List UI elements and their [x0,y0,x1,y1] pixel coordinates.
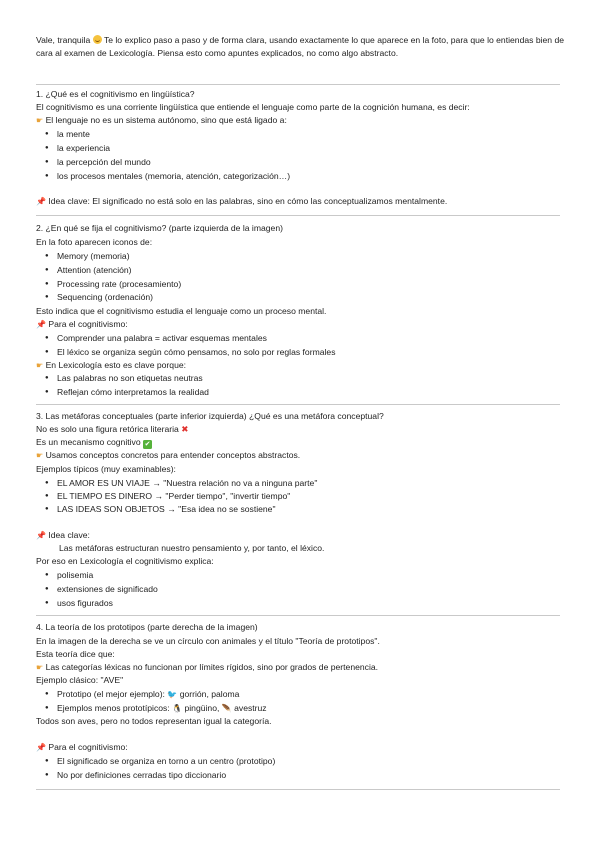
s4-paragraph: ☛ Las categorías léxicas no funcionan por límites rígidos, sino por grados de pertenencia. [36,662,379,672]
list-item: ● polisemia [57,570,93,581]
check-mark-icon: ✔ [144,441,151,448]
pointing-hand-icon: ☛ [36,451,44,460]
section-divider [36,789,560,790]
section-divider [36,615,560,616]
section-4-title: 4. La teoría de los prototipos (parte derecha de la imagen) [36,622,258,632]
list-item: ● Comprender una palabra = activar esquemas mentales [57,333,267,344]
list-item: ● El significado se organiza en torno a un centro (prototipo) [57,756,275,767]
list-item: ● usos figurados [57,598,113,609]
bird-icon: 🐦 [167,690,178,699]
list-item: ● EL TIEMPO ES DINERO → "Perder tiempo", "invertir tiempo" [57,491,290,502]
key-idea: 📌 Idea clave: El significado no está solo en las palabras, sino en cómo las conceptualizamos mentalmente. [36,196,448,206]
list-item: ● Ejemplos menos prototípicos: 🐧 pingüino, 🪶 avestruz [57,703,267,714]
s2-paragraph: 📌 Para el cognitivismo: [36,319,128,329]
pointing-hand-icon: ☛ [36,663,44,672]
list-item: ● extensiones de significado [57,584,158,595]
s3-paragraph: Es un mecanismo cognitivo ✔ [36,437,151,448]
section-3-title: 3. Las metáforas conceptuales (parte inferior izquierda) ¿Qué es una metáfora conceptual? [36,411,384,421]
ostrich-icon: 🪶 [221,704,232,713]
list-item: ● los procesos mentales (memoria, atención, categorización…) [57,171,290,182]
key-idea-label: 📌 Idea clave: [36,530,90,540]
s2-paragraph: En la foto aparecen iconos de: [36,237,153,247]
s4-paragraph: En la imagen de la derecha se ve un círculo con animales y el título "Teoría de prototipos". [36,636,380,646]
s3-paragraph: ☛ Usamos conceptos concretos para entender conceptos abstractos. [36,450,301,460]
pushpin-icon: 📌 [36,197,46,206]
pushpin-icon: 📌 [36,320,46,329]
list-item: ● la percepción del mundo [57,157,151,168]
pushpin-icon: 📌 [36,743,46,752]
intro-paragraph: Vale, tranquila Te lo explico paso a paso y de forma clara, usando exactamente lo que aparece en la foto, para que lo entiendas bien de cara al examen de Lexicología. Piensa esto como apuntes explicados, no como algo abstracto. [36,35,565,58]
s4-paragraph: Todos son aves, pero no todos representan igual la categoría. [36,716,272,726]
key-idea: Las metáforas estructuran nuestro pensamiento y, por tanto, el léxico. [59,543,325,553]
pointing-hand-icon: ☛ [36,361,44,370]
s3-paragraph: Por eso en Lexicología el cognitivismo explica: [36,556,214,566]
s2-paragraph: Esto indica que el cognitivismo estudia el lenguaje como un proceso mental. [36,306,327,316]
pointing-hand-icon: ☛ [36,116,44,125]
section-2-title: 2. ¿En qué se fija el cognitivismo? (parte izquierda de la imagen) [36,223,283,233]
section-divider [36,84,560,85]
s1-paragraph: ☛ El lenguaje no es un sistema autónomo, sino que está ligado a: [36,115,287,125]
s4-paragraph: Ejemplo clásico: "AVE" [36,675,124,685]
list-item: ● El léxico se organiza según cómo pensamos, no solo por reglas formales [57,347,336,358]
list-item: ● LAS IDEAS SON OBJETOS → "Esa idea no se sostiene" [57,504,276,515]
section-1-title: 1. ¿Qué es el cognitivismo en lingüística? [36,89,195,99]
list-item: ● Sequencing (ordenación) [57,292,153,303]
s1-paragraph: El cognitivismo es una corriente lingüística que entiende el lenguaje como parte de la cognición humana, es decir: [36,102,470,112]
list-item: ● la experiencia [57,143,110,154]
s2-paragraph: ☛ En Lexicología esto es clave porque: [36,360,187,370]
list-item: ● la mente [57,129,90,140]
section-divider [36,404,560,405]
list-item: ● Memory (memoria) [57,251,130,262]
list-item: ● No por definiciones cerradas tipo diccionario [57,770,226,781]
s4-paragraph: Esta teoría dice que: [36,649,115,659]
pushpin-icon: 📌 [36,531,46,540]
s3-paragraph: Ejemplos típicos (muy examinables): [36,464,176,474]
s3-paragraph: No es solo una figura retórica literaria ✖ [36,424,189,434]
s4-paragraph: 📌 Para el cognitivismo: [36,742,128,752]
list-item: ● EL AMOR ES UN VIAJE → "Nuestra relación no va a ninguna parte" [57,478,317,489]
list-item: ● Processing rate (procesamiento) [57,279,181,290]
smile-icon [93,35,102,44]
penguin-icon: 🐧 [172,704,183,713]
list-item: ● Reflejan cómo interpretamos la realidad [57,387,209,398]
list-item: ● Las palabras no son etiquetas neutras [57,373,203,384]
list-item: ● Prototipo (el mejor ejemplo): 🐦 gorrión, paloma [57,689,239,700]
list-item: ● Attention (atención) [57,265,132,276]
section-divider [36,215,560,216]
cross-mark-icon: ✖ [181,424,189,434]
